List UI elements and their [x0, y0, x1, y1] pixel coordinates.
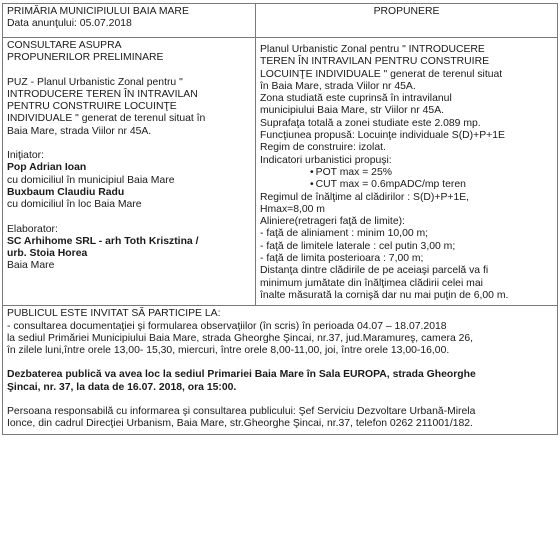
cut-indicator-text: CUT max = 0.6mpADC/mp teren: [315, 179, 466, 191]
pot-indicator: [260, 167, 553, 179]
puz-description-line: INTRODUCERE TEREN ÎN INTRAVILAN: [7, 88, 198, 100]
cut-indicator: [260, 179, 553, 191]
elaborator-name: SC Arhihome SRL - arh Toth Krisztina /: [7, 235, 199, 247]
initiator-label: Iniţiator:: [7, 150, 44, 162]
elaborator-name: urb. Stoia Horea: [7, 248, 88, 260]
indicators-label: Indicatori urbanistici propuşi:: [260, 154, 392, 166]
zone-line: municipiului Baia Mare, str Viilor nr 45A.: [260, 105, 445, 117]
alignment-line: - faţă de limita posterioara : 7,00 m;: [260, 253, 424, 265]
header-row: [3, 4, 558, 38]
bottom-row: [3, 306, 558, 434]
right-content-cell: [256, 38, 558, 306]
regime-line: Regim de construire: izolat.: [260, 142, 386, 154]
header-left-cell: [3, 4, 256, 38]
content-row: [3, 38, 558, 306]
initiator-address: cu domiciliul în loc Baia Mare: [7, 199, 142, 211]
distance-line: înalte măsurată la cornişă dar nu mai puţin de 6,00 m.: [260, 289, 509, 301]
header-right-cell: [256, 4, 558, 38]
consultation-title-line: CONSULTARE ASUPRA: [7, 40, 122, 51]
surface-line: Suprafaţa totală a zonei studiate este 2.089 mp.: [260, 117, 481, 129]
pot-indicator-text: POT max = 25%: [315, 166, 392, 178]
plan-description-line: în Baia Mare, strada Viilor nr 45A.: [260, 80, 416, 92]
distance-line: Distanţa dintre clădirile de pe aceiaşi parcelă va fi: [260, 265, 489, 277]
initiator-name: Pop Adrian Ioan: [7, 162, 87, 174]
consultation-title-line: PROPUNERILOR PRELIMINARE: [7, 52, 164, 64]
public-info-cell: [3, 306, 558, 434]
height-line: Hmax=8,00 m: [260, 203, 325, 215]
puz-description-line: PUZ - Planul Urbanistic Zonal pentru ": [7, 76, 183, 88]
alignment-label: Aliniere(retrageri faţă de limite):: [260, 216, 405, 228]
contact-line: Persoana responsabilă cu informarea şi consultarea publicului: Şef Serviciu Dezvoltare Urbană-Mirela: [7, 406, 476, 418]
public-debate-line: Dezbaterea publică va avea loc la sediul Primariei Baia Mare în Sala EUROPA, strada Gheorghe: [7, 369, 476, 381]
public-debate-line: Şincai, nr. 37, la data de 16.07. 2018, ora 15:00.: [7, 381, 237, 393]
consultation-line: la sediul Primăriei Municipiului Baia Mare, strada Gheorghe Şincai, nr.37, jud.Maramureş, camera 26,: [7, 332, 474, 344]
plan-description-line: TEREN ÎN INTRAVILAN PENTRU CONSTRUIRE: [260, 56, 489, 68]
elaborator-label: Elaborator:: [7, 223, 58, 235]
puz-description-line: PENTRU CONSTRUIRE LOCUINŢE: [7, 101, 177, 113]
alignment-line: - faţă de limitele laterale : cel putin 3,00 m;: [260, 240, 456, 252]
initiator-name: Buxbaum Claudiu Radu: [7, 186, 125, 198]
left-content-cell: [3, 38, 256, 306]
function-line: Funcţiunea propusă: Locuinţe individuale S(D)+P+1E: [260, 130, 505, 142]
contact-line: Ionce, din cadrul Direcţiei Urbanism, Baia Mare, str.Gheorghe Şincai, nr.37, telefon 0262 211001/182.: [7, 418, 473, 430]
plan-description-line: Planul Urbanistic Zonal pentru " INTRODUCERE: [260, 44, 485, 55]
invite-heading: PUBLICUL ESTE INVITAT SĂ PARTICIPE LA:: [7, 308, 221, 320]
proposal-heading: PROPUNERE: [373, 6, 440, 17]
institution-name: PRIMĂRIA MUNICIPIULUI BAIA MARE: [7, 6, 189, 17]
consultation-line: - consultarea documentaţiei şi formularea observaţiilor (în scris) în perioada 04.07 – 18.07.2018: [7, 320, 447, 332]
plan-description-line: LOCUINŢE INDIVIDUALE " generat de terenul situat: [260, 68, 503, 80]
alignment-line: - faţă de aliniament : minim 10,00 m;: [260, 228, 429, 240]
puz-description-line: Baia Mare, strada Viilor nr 45A.: [7, 125, 152, 137]
announcement-date: Data anunţului: 05.07.2018: [7, 18, 132, 30]
zone-line: Zona studiată este cuprinsă în intravilanul: [260, 93, 452, 105]
puz-description-line: INDIVIDUALE " generat de terenul situat în: [7, 113, 206, 125]
initiator-address: cu domiciliul în municipiul Baia Mare: [7, 174, 175, 186]
consultation-line: în zilele luni,între orele 13,00- 15,30, miercuri, între orele 8,00-11,00, joi, între orele 13,00-16,00.: [7, 345, 450, 357]
elaborator-city: Baia Mare: [7, 260, 55, 272]
announcement-table: [2, 3, 558, 435]
height-line: Regimul de înălţime al clădirilor : S(D)+P+1E,: [260, 191, 470, 203]
distance-line: minimum jumătate din înălţimea clădirii celei mai: [260, 277, 483, 289]
